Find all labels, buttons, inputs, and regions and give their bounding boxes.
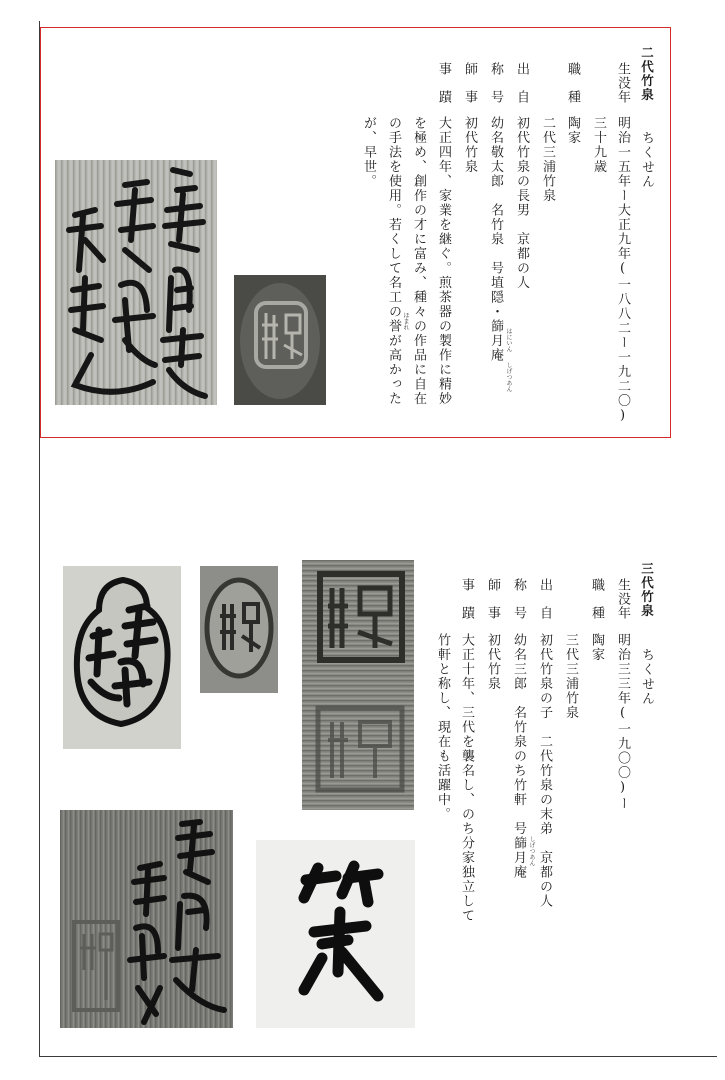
entry1-label-titles: 称 号 <box>488 62 503 104</box>
double-seal-photo <box>302 560 414 810</box>
entry2-label-occupation: 職 種 <box>589 578 604 620</box>
gourd-seal-photo <box>63 566 181 749</box>
entry1-value-age: 三十九歳 <box>591 116 606 174</box>
entry2-value-lifespan: 明治三三年(一九〇〇)ー <box>615 633 630 811</box>
entry1-achievements-line4: が、早世。 <box>361 116 376 189</box>
oval-seal-photo <box>200 566 278 693</box>
entry1-achievements-line1: 大正四年、家業を継ぐ。煎茶器の製作に精妙 <box>436 116 451 406</box>
signature-photo <box>55 160 217 405</box>
entry1-value-origin: 初代竹泉の長男 京都の人 <box>514 116 529 290</box>
entry1-label-occupation: 職 種 <box>565 62 580 104</box>
entry1-value-teacher: 初代竹泉 <box>462 116 477 174</box>
entry2-achievements-line1: 大正十年、三代を襲名し、のち分家独立して <box>459 633 474 923</box>
entry1-value-lifespan: 明治一五年ー大正九年(一八八二ー一九二〇) <box>615 116 630 425</box>
entry2-label-origin: 出 自 <box>537 578 552 620</box>
entry2-label-achievements: 事 蹟 <box>459 578 474 620</box>
entry1-achievements-line2: を極め、創作の才に富み、種々の作品に自在 <box>411 116 426 406</box>
entry2-value-occupation: 陶家 <box>589 633 604 662</box>
entry2-furigana-shigetsuan: しげつあん <box>528 836 535 866</box>
entry2-label-titles: 称 号 <box>511 578 526 620</box>
entry2-title: 三代竹泉 <box>639 562 655 618</box>
seal-photo <box>234 275 326 405</box>
entry1-label-achievements: 事 蹟 <box>436 62 451 104</box>
entry1-title: 二代竹泉 <box>639 46 655 102</box>
entry1-furigana-homare: ほまれ <box>402 312 409 330</box>
entry1-label-lifespan: 生没年 <box>615 62 630 104</box>
entry1-value-name: 二代三浦竹泉 <box>540 116 555 203</box>
entry2-reading: ちくせん <box>639 648 654 706</box>
entry1-value-occupation: 陶家 <box>565 116 580 145</box>
entry2-value-name: 三代三浦竹泉 <box>563 633 578 720</box>
entry1-label-teacher: 師 事 <box>462 62 477 104</box>
entry2-value-origin: 初代竹泉の子 二代竹泉の末弟 京都の人 <box>537 633 552 909</box>
entry1-value-titles: 幼名敬太郎 名竹泉 号埴隠・篩月庵 <box>488 116 503 363</box>
entry2-label-lifespan: 生没年 <box>615 578 630 620</box>
entry2-value-titles: 幼名三郎 名竹泉のち竹軒 号篩月庵 <box>511 633 526 880</box>
entry2-label-teacher: 師 事 <box>485 578 500 620</box>
entry1-achievements-line3: の手法を使用。若くして名工の誉が高かった <box>386 116 401 406</box>
entry1-furigana-shigetsuan: しげつあん <box>505 362 512 392</box>
entry1-label-origin: 出 自 <box>514 62 529 104</box>
entry2-value-teacher: 初代竹泉 <box>485 633 500 691</box>
entry1-furigana-haniin: はにいん <box>505 328 512 352</box>
entry1-reading: ちくせん <box>639 131 654 189</box>
signature2-photo <box>60 810 233 1028</box>
entry2-achievements-line2: 竹軒と称し、現在も活躍中。 <box>435 633 450 822</box>
brush-mark-photo <box>256 840 415 1028</box>
